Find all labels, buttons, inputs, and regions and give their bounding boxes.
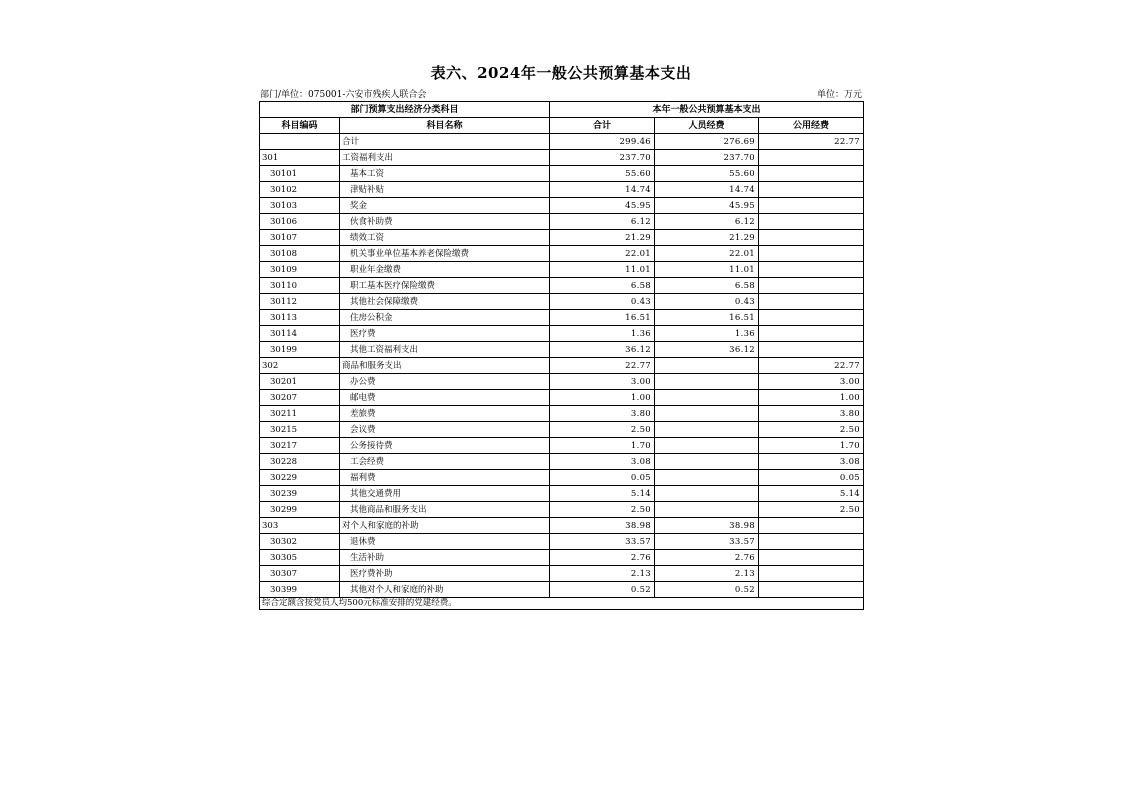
cell-total: 3.80 bbox=[550, 406, 655, 422]
cell-code: 30106 bbox=[260, 214, 340, 230]
cell-name: 其他社会保障缴费 bbox=[340, 294, 550, 310]
cell-code: 30107 bbox=[260, 230, 340, 246]
cell-public: 3.80 bbox=[759, 406, 864, 422]
table-row bbox=[260, 566, 864, 582]
cell-code: 30114 bbox=[260, 326, 340, 342]
page-title: 表六、2024年一般公共预算基本支出 bbox=[430, 64, 692, 82]
cell-name: 其他对个人和家庭的补助 bbox=[340, 582, 550, 598]
cell-name: 退休费 bbox=[340, 534, 550, 550]
cell-personnel: 6.58 bbox=[655, 278, 759, 294]
budget-table bbox=[259, 101, 864, 610]
cell-total: 0.52 bbox=[550, 582, 655, 598]
cell-personnel: 55.60 bbox=[655, 166, 759, 182]
table-row bbox=[260, 358, 864, 374]
note-row bbox=[260, 598, 864, 610]
cell-personnel bbox=[655, 406, 759, 422]
cell-public: 22.77 bbox=[759, 358, 864, 374]
cell-personnel: 11.01 bbox=[655, 262, 759, 278]
table-row bbox=[260, 390, 864, 406]
cell-total: 3.00 bbox=[550, 374, 655, 390]
cell-name: 伙食补助费 bbox=[340, 214, 550, 230]
cell-personnel bbox=[655, 422, 759, 438]
cell-total: 237.70 bbox=[550, 150, 655, 166]
cell-name: 公务接待费 bbox=[340, 438, 550, 454]
cell-code: 30113 bbox=[260, 310, 340, 326]
cell-name: 津贴补贴 bbox=[340, 182, 550, 198]
cell-code: 30229 bbox=[260, 470, 340, 486]
cell-code: 30399 bbox=[260, 582, 340, 598]
cell-public: 5.14 bbox=[759, 486, 864, 502]
cell-total: 0.43 bbox=[550, 294, 655, 310]
cell-personnel bbox=[655, 358, 759, 374]
cell-personnel bbox=[655, 470, 759, 486]
cell-name: 对个人和家庭的补助 bbox=[340, 518, 550, 534]
table-row bbox=[260, 134, 864, 150]
cell-total: 16.51 bbox=[550, 310, 655, 326]
table-row bbox=[260, 198, 864, 214]
cell-public bbox=[759, 342, 864, 358]
cell-public: 0.05 bbox=[759, 470, 864, 486]
table-row bbox=[260, 438, 864, 454]
cell-total: 1.36 bbox=[550, 326, 655, 342]
cell-total: 36.12 bbox=[550, 342, 655, 358]
cell-total: 45.95 bbox=[550, 198, 655, 214]
cell-total: 3.08 bbox=[550, 454, 655, 470]
cell-name: 会议费 bbox=[340, 422, 550, 438]
cell-name: 办公费 bbox=[340, 374, 550, 390]
cell-name: 商品和服务支出 bbox=[340, 358, 550, 374]
cell-public bbox=[759, 262, 864, 278]
cell-code: 30109 bbox=[260, 262, 340, 278]
cell-name: 职工基本医疗保险缴费 bbox=[340, 278, 550, 294]
cell-total: 2.50 bbox=[550, 422, 655, 438]
cell-public: 1.70 bbox=[759, 438, 864, 454]
cell-public bbox=[759, 246, 864, 262]
cell-code: 30217 bbox=[260, 438, 340, 454]
cell-public bbox=[759, 166, 864, 182]
cell-code: 30228 bbox=[260, 454, 340, 470]
cell-public bbox=[759, 550, 864, 566]
cell-name: 基本工资 bbox=[340, 166, 550, 182]
cell-name: 医疗费 bbox=[340, 326, 550, 342]
cell-public: 2.50 bbox=[759, 422, 864, 438]
cell-public: 1.00 bbox=[759, 390, 864, 406]
header-expenditure: 本年一般公共预算基本支出 bbox=[550, 102, 864, 118]
cell-public bbox=[759, 230, 864, 246]
table-row bbox=[260, 262, 864, 278]
header-classification: 部门预算支出经济分类科目 bbox=[260, 102, 550, 118]
cell-code: 30305 bbox=[260, 550, 340, 566]
cell-name: 其他工资福利支出 bbox=[340, 342, 550, 358]
table-row bbox=[260, 294, 864, 310]
cell-code: 30199 bbox=[260, 342, 340, 358]
table-row bbox=[260, 582, 864, 598]
department-label: 部门/单位：075001-六安市残疾人联合会 bbox=[260, 90, 427, 100]
cell-code: 30239 bbox=[260, 486, 340, 502]
cell-code: 30307 bbox=[260, 566, 340, 582]
cell-total: 55.60 bbox=[550, 166, 655, 182]
header-code: 科目编码 bbox=[260, 118, 340, 134]
table-row bbox=[260, 166, 864, 182]
table-row bbox=[260, 278, 864, 294]
cell-total: 22.77 bbox=[550, 358, 655, 374]
cell-code bbox=[260, 134, 340, 150]
cell-total: 38.98 bbox=[550, 518, 655, 534]
table-row bbox=[260, 182, 864, 198]
table-row bbox=[260, 326, 864, 342]
cell-name: 机关事业单位基本养老保险缴费 bbox=[340, 246, 550, 262]
cell-personnel: 36.12 bbox=[655, 342, 759, 358]
table-row bbox=[260, 534, 864, 550]
cell-personnel: 33.57 bbox=[655, 534, 759, 550]
cell-personnel: 14.74 bbox=[655, 182, 759, 198]
table-row bbox=[260, 502, 864, 518]
table-subheader bbox=[260, 89, 863, 101]
cell-personnel bbox=[655, 454, 759, 470]
header-column-row bbox=[260, 118, 864, 134]
table-row bbox=[260, 550, 864, 566]
header-total: 合计 bbox=[550, 118, 655, 134]
table-row bbox=[260, 374, 864, 390]
cell-total: 21.29 bbox=[550, 230, 655, 246]
cell-personnel: 2.13 bbox=[655, 566, 759, 582]
cell-name: 合计 bbox=[340, 134, 550, 150]
cell-code: 30299 bbox=[260, 502, 340, 518]
cell-public: 22.77 bbox=[759, 134, 864, 150]
cell-total: 2.13 bbox=[550, 566, 655, 582]
cell-code: 302 bbox=[260, 358, 340, 374]
cell-total: 6.58 bbox=[550, 278, 655, 294]
cell-total: 0.05 bbox=[550, 470, 655, 486]
cell-code: 30207 bbox=[260, 390, 340, 406]
header-group-row bbox=[260, 102, 864, 118]
cell-public bbox=[759, 150, 864, 166]
cell-name: 职业年金缴费 bbox=[340, 262, 550, 278]
cell-total: 6.12 bbox=[550, 214, 655, 230]
table-row bbox=[260, 214, 864, 230]
cell-total: 11.01 bbox=[550, 262, 655, 278]
cell-personnel bbox=[655, 502, 759, 518]
table-row bbox=[260, 470, 864, 486]
cell-code: 30211 bbox=[260, 406, 340, 422]
cell-public: 3.08 bbox=[759, 454, 864, 470]
cell-personnel: 6.12 bbox=[655, 214, 759, 230]
cell-total: 1.70 bbox=[550, 438, 655, 454]
header-public: 公用经费 bbox=[759, 118, 864, 134]
table-row bbox=[260, 486, 864, 502]
cell-total: 2.76 bbox=[550, 550, 655, 566]
cell-public bbox=[759, 278, 864, 294]
cell-personnel: 276.69 bbox=[655, 134, 759, 150]
unit-label: 单位：万元 bbox=[816, 90, 862, 100]
cell-public: 2.50 bbox=[759, 502, 864, 518]
cell-public bbox=[759, 566, 864, 582]
cell-total: 33.57 bbox=[550, 534, 655, 550]
cell-name: 工会经费 bbox=[340, 454, 550, 470]
cell-name: 生活补助 bbox=[340, 550, 550, 566]
cell-public bbox=[759, 582, 864, 598]
cell-personnel bbox=[655, 390, 759, 406]
table-body bbox=[260, 134, 864, 598]
cell-total: 299.46 bbox=[550, 134, 655, 150]
cell-public bbox=[759, 310, 864, 326]
cell-public bbox=[759, 198, 864, 214]
cell-public bbox=[759, 214, 864, 230]
cell-personnel: 38.98 bbox=[655, 518, 759, 534]
cell-personnel bbox=[655, 486, 759, 502]
cell-personnel bbox=[655, 374, 759, 390]
cell-code: 30102 bbox=[260, 182, 340, 198]
cell-total: 2.50 bbox=[550, 502, 655, 518]
cell-personnel: 22.01 bbox=[655, 246, 759, 262]
cell-personnel: 237.70 bbox=[655, 150, 759, 166]
cell-public bbox=[759, 534, 864, 550]
cell-name: 福利费 bbox=[340, 470, 550, 486]
cell-code: 30103 bbox=[260, 198, 340, 214]
cell-public bbox=[759, 294, 864, 310]
cell-public bbox=[759, 326, 864, 342]
table-row bbox=[260, 150, 864, 166]
cell-personnel: 16.51 bbox=[655, 310, 759, 326]
cell-personnel: 1.36 bbox=[655, 326, 759, 342]
cell-code: 30302 bbox=[260, 534, 340, 550]
table-row bbox=[260, 518, 864, 534]
cell-code: 30110 bbox=[260, 278, 340, 294]
cell-code: 30215 bbox=[260, 422, 340, 438]
table-row bbox=[260, 310, 864, 326]
table-row bbox=[260, 422, 864, 438]
cell-personnel: 45.95 bbox=[655, 198, 759, 214]
table-row bbox=[260, 406, 864, 422]
cell-name: 其他交通费用 bbox=[340, 486, 550, 502]
cell-personnel: 0.43 bbox=[655, 294, 759, 310]
table-note: 综合定额含按党员人均500元标准安排的党建经费。 bbox=[260, 598, 864, 610]
header-name: 科目名称 bbox=[340, 118, 550, 134]
cell-total: 1.00 bbox=[550, 390, 655, 406]
cell-name: 差旅费 bbox=[340, 406, 550, 422]
cell-name: 住房公积金 bbox=[340, 310, 550, 326]
table-row bbox=[260, 454, 864, 470]
cell-total: 14.74 bbox=[550, 182, 655, 198]
cell-code: 30101 bbox=[260, 166, 340, 182]
cell-total: 22.01 bbox=[550, 246, 655, 262]
header-personnel: 人员经费 bbox=[655, 118, 759, 134]
cell-total: 5.14 bbox=[550, 486, 655, 502]
cell-name: 邮电费 bbox=[340, 390, 550, 406]
cell-name: 工资福利支出 bbox=[340, 150, 550, 166]
cell-code: 303 bbox=[260, 518, 340, 534]
cell-personnel: 2.76 bbox=[655, 550, 759, 566]
cell-code: 30201 bbox=[260, 374, 340, 390]
cell-public: 3.00 bbox=[759, 374, 864, 390]
cell-code: 30112 bbox=[260, 294, 340, 310]
table-row bbox=[260, 230, 864, 246]
cell-code: 30108 bbox=[260, 246, 340, 262]
cell-name: 绩效工资 bbox=[340, 230, 550, 246]
table-row bbox=[260, 342, 864, 358]
cell-public bbox=[759, 518, 864, 534]
cell-personnel: 21.29 bbox=[655, 230, 759, 246]
cell-name: 奖金 bbox=[340, 198, 550, 214]
cell-public bbox=[759, 182, 864, 198]
cell-name: 医疗费补助 bbox=[340, 566, 550, 582]
cell-personnel bbox=[655, 438, 759, 454]
cell-code: 301 bbox=[260, 150, 340, 166]
cell-name: 其他商品和服务支出 bbox=[340, 502, 550, 518]
cell-personnel: 0.52 bbox=[655, 582, 759, 598]
table-row bbox=[260, 246, 864, 262]
